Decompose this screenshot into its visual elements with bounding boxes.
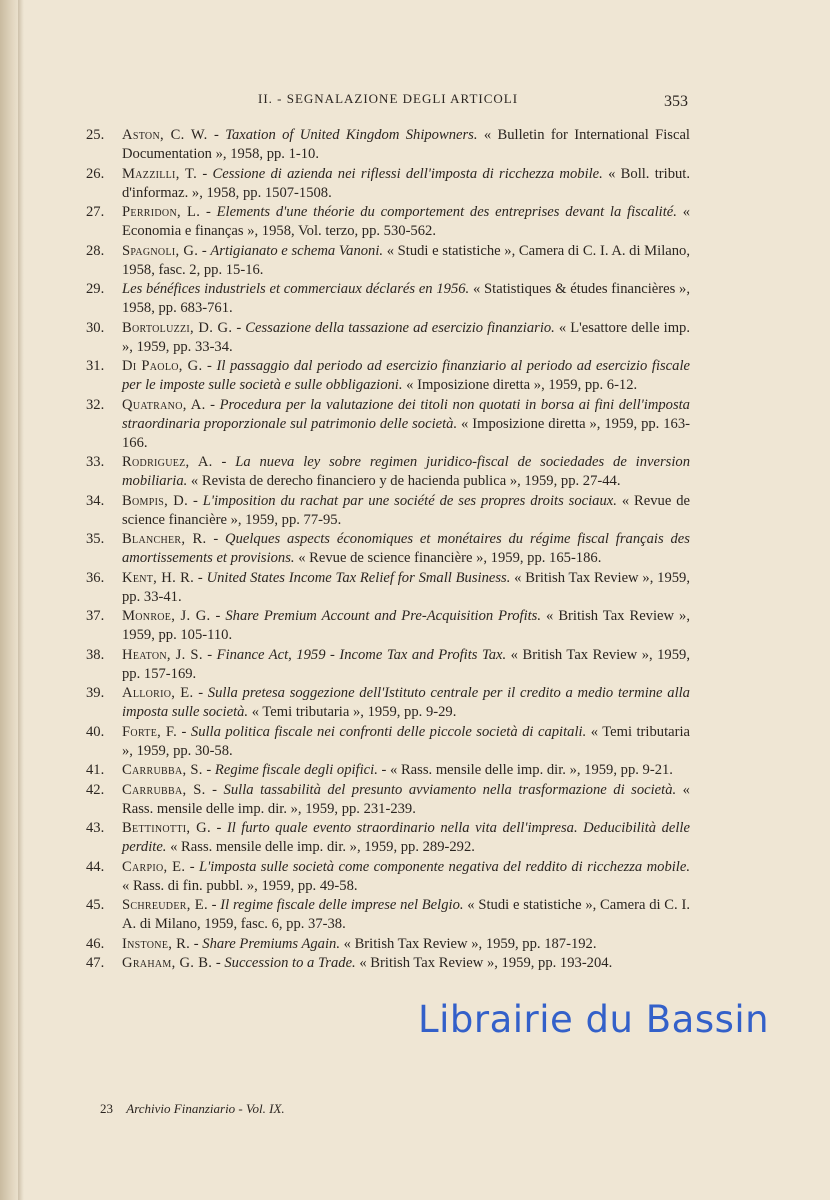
entry-author: Aston, C. W. (122, 127, 208, 143)
entry-details: « Boll. tribut. d'informaz. », 1958, pp. 1507-1508. (122, 165, 691, 201)
entry-author: Blancher, R. (122, 531, 207, 547)
entry-details: « British Tax Review », 1959, pp. 193-204. (355, 955, 613, 971)
entry-number: 40. (86, 723, 105, 740)
entry-details: « Temi tributaria », 1959, pp. 30-58. (122, 723, 690, 759)
entry-author: Schreuder, E. (122, 897, 208, 913)
entry-author: Quatrano, A. (122, 396, 206, 413)
bibliography-entry (86, 242, 690, 280)
entry-number: 35. (86, 531, 105, 547)
journal-footer: Archivio Finanziario - Vol. IX. (126, 1101, 285, 1116)
bibliography-entry (86, 954, 690, 973)
entry-author: Spagnoli, G. (122, 242, 199, 259)
entry-title: Elements d'une théorie du comportement des entreprises devant la fiscalité. (216, 204, 677, 220)
entry-separator: - (205, 781, 224, 798)
entry-details: « Revue de science financière », 1959, pp. 165-186. (294, 550, 602, 566)
entry-number: 31. (86, 358, 105, 374)
entry-separator: - (202, 646, 217, 663)
bibliography-entry (86, 858, 690, 896)
entry-author: Di Paolo, G. (122, 358, 203, 374)
entry-separator: - (232, 319, 246, 336)
entry-title: Sulla tassabilità del presunto avviamento nella trasformazione di società. (223, 781, 677, 798)
entry-separator: - (212, 454, 236, 470)
entry-title: Il regime fiscale delle imprese nel Belgio. (220, 897, 464, 913)
entry-title: La nueva ley sobre regimen juridico-fiscal de sociedades de inversion mobiliaria. (122, 454, 690, 489)
entry-title: Taxation of United Kingdom Shipowners. (225, 127, 478, 143)
entry-number: 34. (86, 492, 105, 509)
bibliography-entry (86, 607, 690, 645)
entry-details: « Economia e finanças », 1958, Vol. terzo, pp. 530-562. (122, 204, 690, 239)
bibliography-entry (86, 453, 690, 491)
entry-title: L'imposition du rachat par une société de ses propres droits sociaux. (202, 492, 617, 509)
entry-title: Les bénéfices industriels et commerciaux déclarés en 1956. (122, 281, 470, 297)
entry-number: 44. (86, 858, 105, 875)
entry-separator: - (210, 608, 226, 624)
entry-details: « Imposizione diretta », 1959, pp. 6-12. (402, 377, 638, 393)
bibliography-entry (86, 357, 690, 395)
page-edge-shadow (18, 0, 24, 1200)
entry-details: « Imposizione diretta », 1959, pp. 163-166. (122, 415, 690, 451)
entry-title: United States Income Tax Relief for Small Business. (206, 569, 511, 586)
entry-author: Heaton, J. S. (122, 646, 203, 663)
entry-details: « L'esattore delle imp. », 1959, pp. 33-34. (122, 319, 690, 355)
entry-number: 25. (86, 127, 105, 143)
entry-author: Allorio, E. (122, 685, 194, 701)
entry-author: Bompis, D. (122, 492, 189, 509)
entry-separator: - (177, 723, 191, 740)
entry-separator: - (210, 820, 227, 836)
entry-author: Kent, H. R. (122, 569, 195, 586)
entry-number: 26. (86, 165, 105, 182)
entry-title: Cessazione della tassazione ad esercizio finanziario. (245, 319, 555, 336)
bibliography-entry (86, 165, 690, 203)
entry-title: Quelques aspects économiques et monétaires du régime fiscal français des amortissements et provisions. (122, 531, 690, 566)
bibliography-entry (86, 396, 690, 453)
entry-title: Il passaggio dal periodo ad esercizio finanziario al periodo ad esercizio fiscale per le imposte sulle società e sulle obbligazioni. (122, 358, 690, 393)
entry-details: « Temi tributaria », 1959, pp. 9-29. (248, 704, 457, 720)
entry-number: 47. (86, 955, 105, 971)
entry-details: « Rass. mensile delle imp. dir. », 1959, pp. 289-292. (166, 839, 475, 855)
entry-details: « British Tax Review », 1959, pp. 187-192. (339, 935, 597, 952)
entry-number: 38. (86, 646, 105, 663)
bibliography-entry (86, 126, 690, 164)
entry-details: « Studi e statistiche », Camera di C. I. A. di Milano, 1958, fasc. 2, pp. 15-16. (122, 242, 690, 278)
entry-author: Rodriguez, A. (122, 454, 213, 470)
entry-separator: - (197, 165, 213, 182)
signature-mark: 23 (100, 1101, 113, 1116)
entry-author: Monroe, J. G. (122, 608, 211, 624)
entry-author: Bettinotti, G. (122, 820, 211, 836)
entry-number: 36. (86, 569, 105, 586)
entry-separator: - (193, 685, 208, 701)
entry-title: Share Premium Account and Pre-Acquisition Profits. (225, 608, 542, 624)
entry-title: Finance Act, 1959 - Income Tax and Profits Tax. (216, 646, 507, 663)
entry-number: 33. (86, 454, 105, 470)
entry-details: « British Tax Review », 1959, pp. 157-169. (122, 646, 690, 682)
entry-number: 43. (86, 820, 105, 836)
entry-details: « Revista de derecho financiero y de hacienda publica », 1959, pp. 27-44. (187, 473, 621, 489)
entry-number: 46. (86, 935, 105, 952)
entry-separator: - (207, 127, 226, 143)
entry-details: - « Rass. mensile delle imp. dir. », 1959, pp. 9-21. (377, 762, 673, 778)
bibliography-entry (86, 319, 690, 357)
seller-watermark: Librairie du Bassin (418, 998, 770, 1041)
entry-number: 37. (86, 608, 105, 624)
entry-author: Mazzilli, T. (122, 165, 198, 182)
entry-title: L'imposta sulle società come componente negativa del reddito di ricchezza mobile. (198, 858, 690, 875)
bibliography-entry (86, 492, 690, 530)
bibliography-entry (86, 569, 690, 607)
entry-separator: - (206, 531, 226, 547)
bibliography-list (86, 126, 690, 974)
entry-number: 27. (86, 204, 105, 220)
entry-separator: - (202, 762, 215, 778)
entry-author: Bortoluzzi, D. G. (122, 319, 233, 336)
entry-details: « Revue de science financière », 1959, pp. 77-95. (122, 492, 690, 528)
entry-title: Cessione di azienda nei riflessi dell'imposta di ricchezza mobile. (212, 165, 603, 182)
entry-number: 41. (86, 762, 105, 778)
entry-details: « Rass. di fin. pubbl. », 1959, pp. 49-58. (122, 877, 358, 894)
entry-separator: - (205, 396, 220, 413)
bibliography-entry (86, 646, 690, 684)
page-number: 353 (664, 93, 688, 110)
bibliography-entry (86, 280, 690, 318)
bibliography-entry (86, 935, 690, 954)
entry-separator: - (207, 897, 221, 913)
entry-number: 29. (86, 281, 105, 297)
entry-separator: - (194, 569, 207, 586)
entry-separator: - (190, 935, 203, 952)
bibliography-entry (86, 530, 690, 568)
entry-number: 28. (86, 242, 105, 259)
bibliography-entry (86, 781, 690, 819)
entry-details: « British Tax Review », 1959, pp. 33-41. (122, 569, 690, 605)
entry-separator: - (202, 358, 217, 374)
entry-details: « British Tax Review », 1959, pp. 105-110. (122, 608, 690, 643)
entry-title: Share Premiums Again. (202, 935, 340, 952)
entry-number: 45. (86, 897, 105, 913)
entry-separator: - (185, 858, 199, 875)
entry-details: « Studi e statistiche », Camera di C. I. A. di Milano, 1959, fasc. 6, pp. 37-38. (122, 897, 690, 932)
entry-title: Sulla pretesa soggezione dell'Istituto centrale per il credito a medio termine alla imposta sulle società. (122, 685, 690, 720)
entry-author: Forte, F. (122, 723, 178, 740)
entry-details: « Statistiques & études financières », 1958, pp. 683-761. (122, 281, 691, 316)
entry-title: Succession to a Trade. (224, 955, 356, 971)
entry-author: Graham, G. B. (122, 955, 213, 971)
page-footer (100, 1101, 285, 1117)
entry-author: Perridon, L. (122, 204, 201, 220)
bibliography-entry (86, 761, 690, 780)
bibliography-entry (86, 819, 690, 857)
entry-title: Il furto quale evento straordinario nella vita dell'impresa. Deducibilità delle perdite. (122, 820, 690, 855)
entry-title: Sulla politica fiscale nei confronti delle piccole società di capitali. (190, 723, 587, 740)
entry-separator: - (188, 492, 203, 509)
bibliography-entry (86, 203, 690, 241)
entry-author: Carpio, E. (122, 858, 186, 875)
entry-title: Regime fiscale degli opifici. (214, 762, 378, 778)
entry-number: 39. (86, 685, 105, 701)
entry-title: Artigianato e schema Vanoni. (210, 242, 384, 259)
entry-details: « Bulletin for International Fiscal Documentation », 1958, pp. 1-10. (122, 127, 690, 162)
entry-separator: - (212, 955, 225, 971)
bibliography-entry (86, 723, 690, 761)
entry-author: Carrubba, S. (122, 781, 206, 798)
bibliography-entry (86, 684, 690, 722)
entry-author: Instone, R. (122, 935, 191, 952)
entry-details: « Rass. mensile delle imp. dir. », 1959, pp. 231-239. (122, 781, 690, 817)
entry-separator: - (200, 204, 217, 220)
entry-separator: - (198, 242, 211, 259)
entry-number: 42. (86, 781, 105, 798)
entry-title: Procedura per la valutazione dei titoli non quotati in borsa ai fini dell'imposta straordinaria proporzionale sul patrimonio delle società. (122, 396, 690, 432)
entry-author: Carrubba, S. (122, 762, 203, 778)
running-head: II. - SEGNALAZIONE DEGLI ARTICOLI (258, 91, 519, 106)
bibliography-entry (86, 896, 690, 934)
entry-number: 30. (86, 319, 105, 336)
entry-number: 32. (86, 396, 105, 413)
